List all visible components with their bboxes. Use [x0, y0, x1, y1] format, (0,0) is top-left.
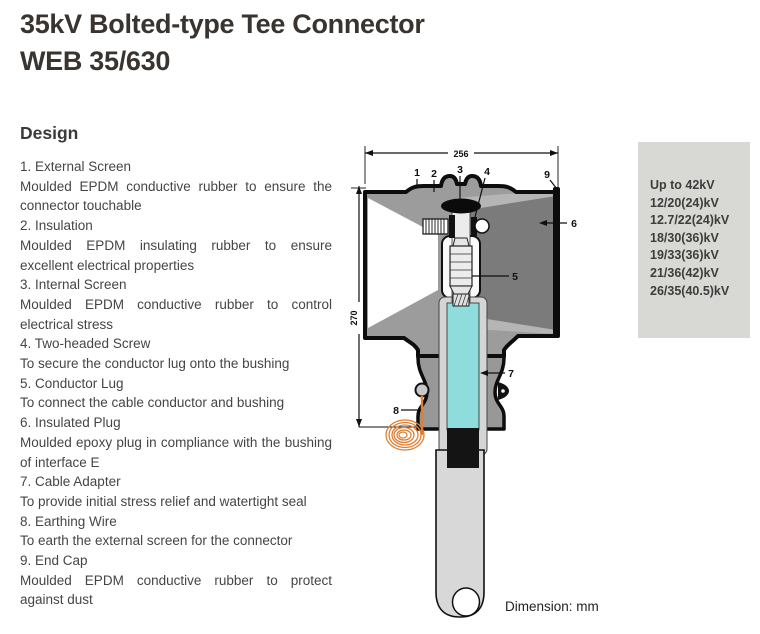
dimension-note: Dimension: mm — [505, 599, 599, 614]
page-title-line1: 35kV Bolted-type Tee Connector — [20, 9, 425, 39]
list-item — [20, 551, 332, 610]
right-eyelet-hole — [501, 389, 505, 393]
cable-screen — [447, 428, 479, 468]
item-name: 5. Conductor Lug — [20, 375, 124, 391]
list-item — [20, 157, 332, 216]
callout-7: 7 — [508, 368, 514, 380]
cable-insulation — [447, 303, 479, 430]
conductor-lug — [450, 238, 472, 306]
callout-5: 5 — [512, 271, 518, 283]
design-item-list — [20, 157, 332, 610]
callout-9: 9 — [544, 169, 550, 181]
end-cap — [553, 187, 560, 337]
voltage-rating: 12.7/22(24)kV — [650, 213, 730, 228]
voltage-ratings-box — [638, 142, 750, 338]
item-name: 1. External Screen — [20, 159, 132, 174]
voltage-rating: 12/20(24)kV — [650, 195, 719, 210]
voltage-rating: 21/36(42)kV — [650, 265, 719, 280]
item-desc: To connect the cable conductor and bushing — [20, 395, 285, 411]
item-name: 3. Internal Screen — [20, 277, 127, 293]
item-desc: To provide initial stress relief and watertight seal — [20, 493, 307, 509]
voltage-rating: 26/35(40.5)kV — [650, 283, 730, 298]
item-desc: To earth the external screen for the connector — [20, 533, 293, 549]
item-desc: Moulded EPDM conductive rubber to ensure the connector touchable — [20, 178, 332, 214]
item-name: 8. Earthing Wire — [20, 513, 117, 529]
list-item — [20, 374, 332, 413]
callout-8: 8 — [393, 405, 399, 417]
list-item — [20, 413, 332, 472]
item-desc: Moulded EPDM conductive rubber to protect against dust — [20, 572, 332, 608]
item-name: 9. End Cap — [20, 553, 88, 569]
item-name: 6. Insulated Plug — [20, 415, 121, 431]
callout-3: 3 — [457, 164, 463, 176]
item-name: 2. Insulation — [20, 218, 93, 234]
item-desc: To secure the conductor lug onto the bushing — [20, 356, 290, 372]
voltage-rating: 19/33(36)kV — [650, 248, 719, 263]
list-item — [20, 275, 332, 334]
page-title — [20, 6, 540, 80]
voltage-rating: 18/30(36)kV — [650, 230, 719, 245]
list-item — [20, 334, 332, 373]
item-name: 4. Two-headed Screw — [20, 336, 151, 352]
callout-2: 2 — [431, 168, 437, 180]
design-heading: Design — [20, 123, 79, 143]
page-title-line2: WEB 35/630 — [20, 46, 171, 76]
callout-1: 1 — [414, 167, 420, 179]
item-name: 7. Cable Adapter — [20, 474, 121, 490]
callout-6: 6 — [571, 218, 577, 230]
cable-conductor-end — [453, 588, 480, 616]
tee-connector-cross-section-diagram — [338, 140, 628, 630]
item-desc: Moulded EPDM insulating rubber to ensure excellent electrical properties — [20, 237, 332, 273]
item-desc: Moulded EPDM conductive rubber to control electrical stress — [20, 296, 332, 332]
width-dimension-label: 256 — [453, 149, 469, 159]
list-item — [20, 472, 332, 511]
callout-4: 4 — [484, 166, 490, 178]
internal-screen-cap — [441, 199, 481, 214]
list-item — [20, 216, 332, 275]
voltage-box-heading: Up to 42kV — [650, 178, 715, 192]
list-item — [20, 512, 332, 551]
earthing-clamp — [416, 384, 429, 397]
item-desc: Moulded epoxy plug in compliance with the bushing of interface E — [20, 434, 332, 470]
height-dimension-label: 270 — [349, 310, 359, 326]
